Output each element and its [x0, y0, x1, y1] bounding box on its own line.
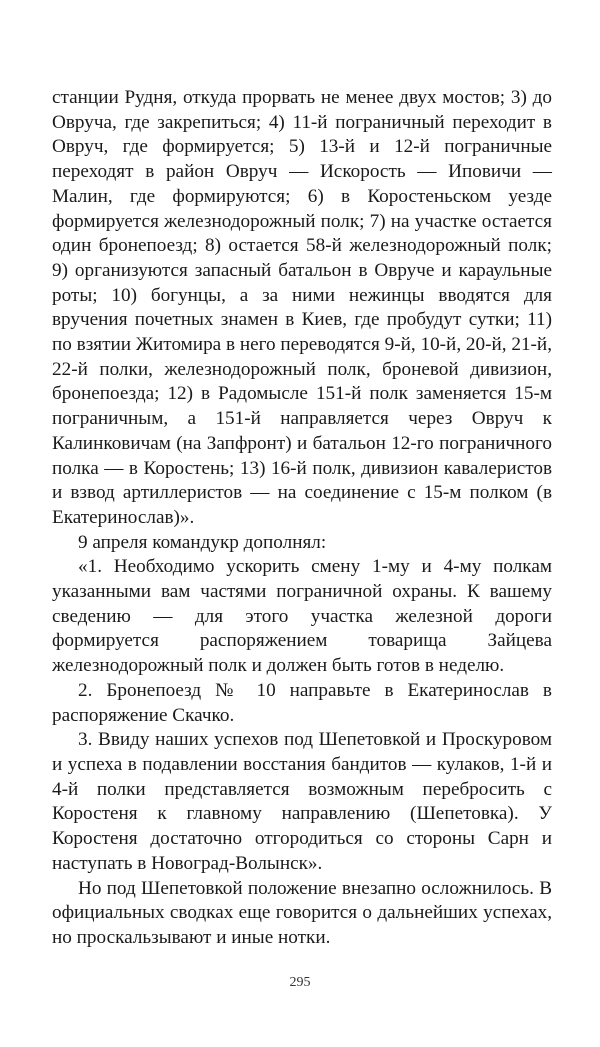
- paragraph-quote-point-3: 3. Ввиду наших успехов под Шепетовкой и Проскуровом и успеха в подавлении восстания бандитов — кулаков, 1-й и 4-й полки представляется возможным перебросить с Коростеня к главному направлению (Шепетовка). У Коростеня достаточно отгородиться со стороны Сарн и наступать в Новоград-Волынск».: [52, 729, 552, 874]
- paragraph-quote-point-1: «1. Необходимо ускорить смену 1-му и 4-му полкам указанными вам частями пограничной охраны. К вашему сведению — для этого участка железной дороги формируется распоряжением товарища Зайцева железнодорожный полк и должен быть готов в неделю.: [52, 556, 552, 677]
- page-body: [52, 86, 552, 951]
- paragraph-quote-point-2: 2. Бронепоезд № 10 направьте в Екатеринослав в распоряжение Скачко.: [52, 679, 552, 726]
- paragraph-shepetovka-situation: Но под Шепетовкой положение внезапно осложнилось. В официальных сводках еще говорится о дальнейших успехах, но проскальзывают и иные нотки.: [52, 877, 552, 948]
- paragraph-orders-continued: станции Рудня, откуда прорвать не менее двух мостов; 3) до Овруча, где закрепиться; 4) 11-й пограничный переходит в Овруч, где формируется; 5) 13-й и 12-й пограничные переходят в район Овруч — Искорость — Иповичи — Малин, где формируются; 6) в Коростеньском уезде формируется железнодорожный полк; 7) на участке остается один бронепоезд; 8) остается 58-й железнодорожный полк; 9) организуются запасный батальон в Овруче и караульные роты; 10) богунцы, а за ними нежинцы вводятся для вручения почетных знамен в Киев, где пробудут сутки; 11) по взятии Житомира в него переводятся 9-й, 10-й, 20-й, 21-й, 22-й полки, железнодорожный полк, броневой дивизион, бронепоезда; 12) в Радомысле 151-й полк заменяется 15-м пограничным, а 151-й направляется через Овруч к Калинковичам (на Запфронт) и батальон 12-го пограничного полка — в Коростень; 13) 16-й полк, дивизион кавалеристов и взвод артиллеристов — на соединение с 15-м полком (в Екатеринослав)».: [52, 87, 552, 528]
- paragraph-april-9-intro: 9 апреля командукр дополнял:: [78, 531, 327, 553]
- page-number: 295: [289, 975, 311, 990]
